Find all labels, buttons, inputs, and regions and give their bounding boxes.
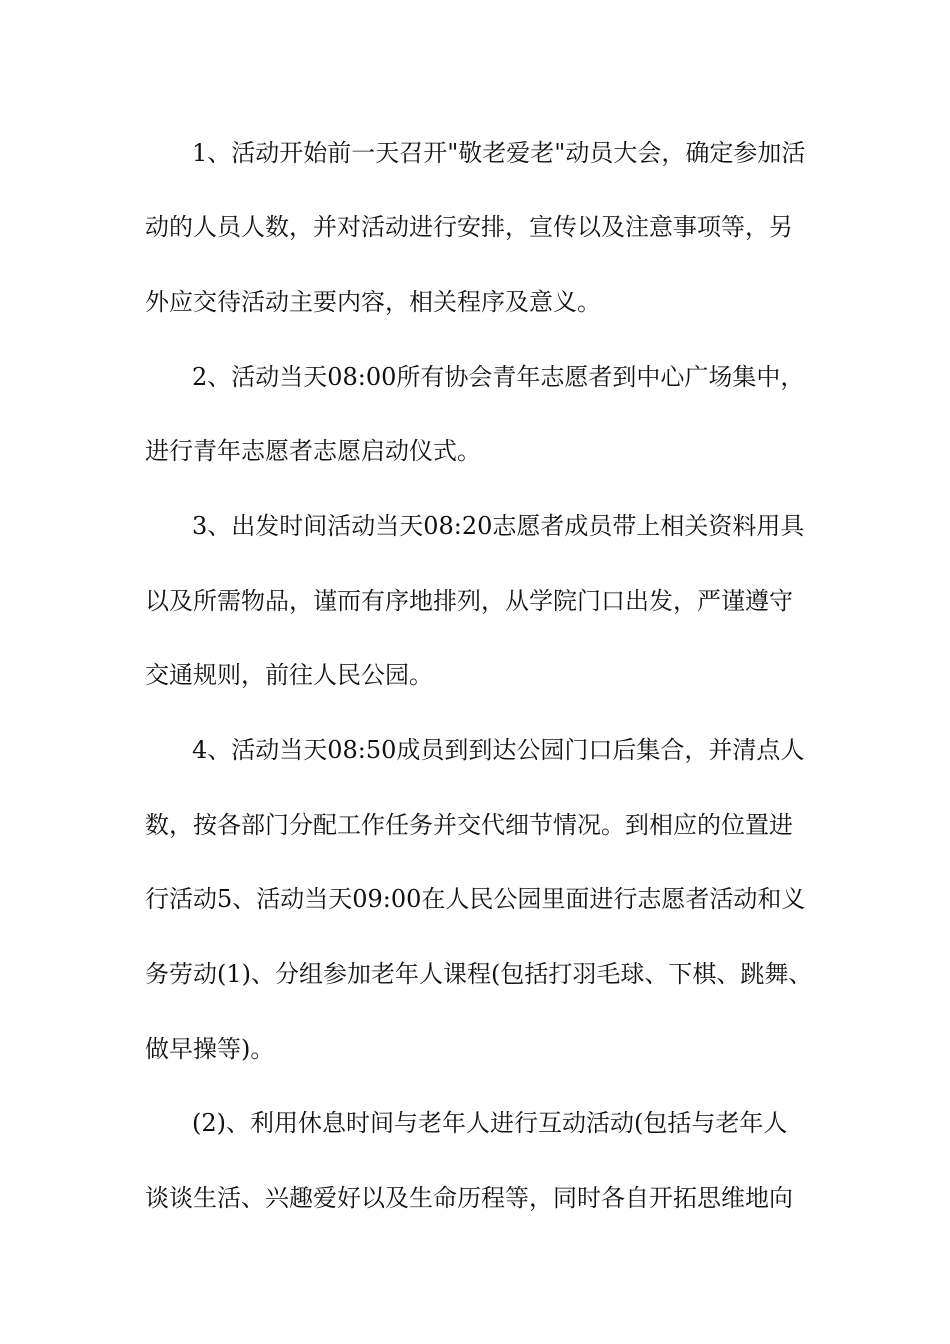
text-line: 2、活动当天08:00所有协会青年志愿者到中心广场集中， bbox=[192, 363, 805, 391]
text-line: 外应交待活动主要内容，相关程序及意义。 bbox=[145, 288, 601, 316]
text-line: 以及所需物品，谨而有序地排列，从学院门口出发，严谨遵守 bbox=[145, 587, 793, 615]
text-line: 谈谈生活、兴趣爱好以及生命历程等，同时各自开拓思维地向 bbox=[145, 1184, 793, 1212]
text-line: 行活动5、活动当天09:00在人民公园里面进行志愿者活动和义 bbox=[145, 885, 806, 913]
text-line: (2)、利用休息时间与老年人进行互动活动(包括与老年人 bbox=[192, 1109, 788, 1137]
text-line: 1、活动开始前一天召开"敬老爱老"动员大会，确定参加活 bbox=[192, 139, 806, 167]
text-line: 数，按各部门分配工作任务并交代细节情况。到相应的位置进 bbox=[145, 811, 793, 839]
text-line: 动的人员人数，并对活动进行安排，宣传以及注意事项等，另 bbox=[145, 213, 793, 241]
text-line: 3、出发时间活动当天08:20志愿者成员带上相关资料用具 bbox=[192, 512, 805, 540]
text-line: 4、活动当天08:50成员到到达公园门口后集合，并清点人 bbox=[192, 736, 805, 764]
text-line: 务劳动(1)、分组参加老年人课程(包括打羽毛球、下棋、跳舞、 bbox=[145, 960, 813, 988]
text-line: 交通规则，前往人民公园。 bbox=[145, 661, 433, 689]
text-line: 做早操等)。 bbox=[145, 1035, 275, 1063]
text-line: 进行青年志愿者志愿启动仪式。 bbox=[145, 437, 481, 465]
